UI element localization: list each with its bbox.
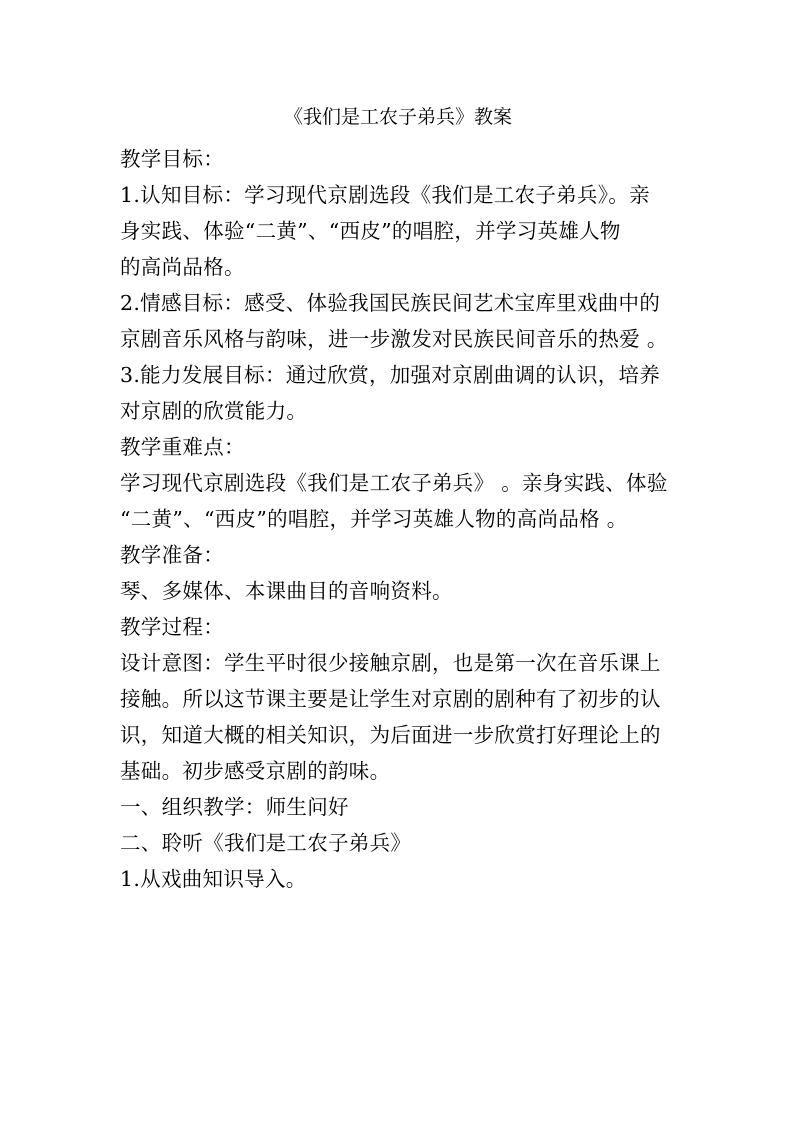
paragraph-line: “二黄”、“西皮”的唱腔，并学习英雄人物的高尚品格 。 xyxy=(120,507,628,531)
step-heading-2: 二、聆听《我们是工农子弟兵》 xyxy=(120,831,412,855)
document-page xyxy=(120,104,676,897)
paragraph-line: 识，知道大概的相关知识，为后面进一步欣赏打好理论上的 xyxy=(120,723,661,747)
paragraph-line: 京剧音乐风格与韵味，进一步激发对民族民间音乐的热爱 。 xyxy=(120,327,668,351)
sub-step-1: 1.从戏曲知识导入。 xyxy=(120,867,307,891)
paragraph-line: 的高尚品格。 xyxy=(120,255,245,279)
section-heading-objectives: 教学目标： xyxy=(120,147,224,171)
paragraph-line: 琴、多媒体、本课曲目的音响资料。 xyxy=(120,579,453,603)
paragraph-line: 身实践、体验“二黄”、“西皮”的唱腔，并学习英雄人物 xyxy=(120,219,621,243)
paragraph-line: 对京剧的欣赏能力。 xyxy=(120,399,308,423)
paragraph-line: 2.情感目标：感受、体验我国民族民间艺术宝库里戏曲中的 xyxy=(120,291,661,315)
paragraph-line: 3.能力发展目标：通过欣赏，加强对京剧曲调的认识，培养 xyxy=(120,363,661,387)
section-heading-process: 教学过程： xyxy=(120,615,224,639)
step-heading-1: 一、组织教学：师生问好 xyxy=(120,795,349,819)
paragraph-line: 学习现代京剧选段《我们是工农子弟兵》 。亲身实践、体验 xyxy=(120,471,668,495)
section-heading-preparation: 教学准备： xyxy=(120,543,224,567)
paragraph-line: 设计意图：学生平时很少接触京剧，也是第一次在音乐课上 xyxy=(120,651,661,675)
paragraph-line: 1.认知目标：学习现代京剧选段《我们是工农子弟兵》。亲 xyxy=(120,183,650,207)
section-heading-key-points: 教学重难点： xyxy=(120,435,245,459)
document-title: 《我们是工农子弟兵》教案 xyxy=(283,106,512,128)
paragraph-line: 基础。初步感受京剧的韵味。 xyxy=(120,759,391,783)
paragraph-line: 接触。所以这节课主要是让学生对京剧的剧种有了初步的认 xyxy=(120,687,661,711)
